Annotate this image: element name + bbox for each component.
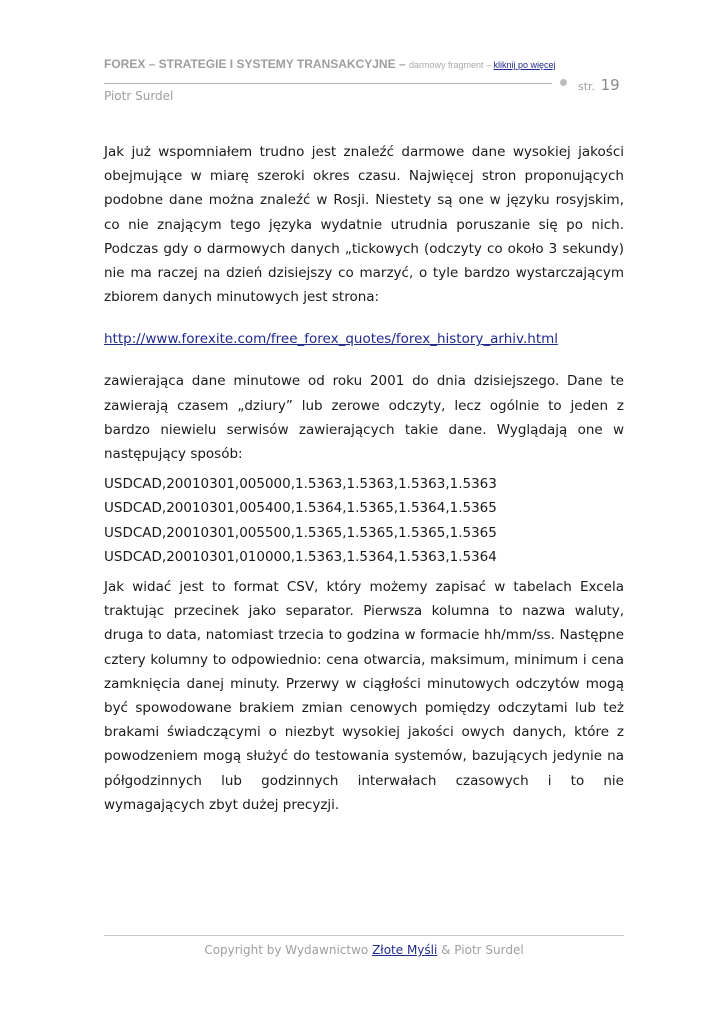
page-footer bbox=[0, 943, 728, 957]
more-link[interactable]: kliknij po więcej bbox=[493, 60, 556, 70]
page-label: str. bbox=[578, 80, 596, 93]
footer-suffix: & Piotr Surdel bbox=[437, 943, 524, 957]
footer-rule bbox=[104, 935, 624, 936]
url-line bbox=[104, 327, 624, 351]
page-header bbox=[104, 55, 624, 105]
book-title: FOREX – STRATEGIE I SYSTEMY TRANSAKCYJNE – bbox=[104, 57, 409, 71]
paragraph-format: Jak widać jest to format CSV, który możemy zapisać w tabelach Excela traktując przecinek jako separator. Pierwsza kolumna to nazwa waluty, druga to data, natomiast trzecia to godzina w formacie hh/mm/ss. Następne cztery kolumny to odpowiednio: cena otwarcia, maksimum, minimum i cena zamknięcia danej minuty. Przerwy w ciągłości minutowych odczytów mogą być spowodowane brakiem zmian cenowych pomiędzy odczytami lub też brakami świadczącymi o niezbyt wysokiej jakości owych danych, które z powodzeniem mogą służyć do testowania systemów, bazujących jedynie na półgodzinnych lub godzinnych interwałach czasowych i to nie wymagających zbyt dużej precyzji. bbox=[104, 579, 624, 813]
fragment-note: darmowy fragment – bbox=[408, 60, 494, 70]
csv-line: USDCAD,20010301,005500,1.5365,1.5365,1.5365,1.5365 bbox=[104, 524, 497, 541]
main-content bbox=[104, 140, 624, 817]
bullet-icon bbox=[560, 79, 567, 86]
csv-line: USDCAD,20010301,005000,1.5363,1.5363,1.5363,1.5363 bbox=[104, 476, 497, 493]
csv-line: USDCAD,20010301,005400,1.5364,1.5365,1.5364,1.5365 bbox=[104, 500, 497, 517]
paragraph-description: zawierająca dane minutowe od roku 2001 do dnia dzisiejszego. Dane te zawierają czasem „dziury” lub zerowe odczyty, lecz ogólnie to jeden z bardzo niewielu serwisów zawierających takie dane. Wyglądają one w następujący sposób: bbox=[104, 373, 624, 463]
page-indicator bbox=[578, 76, 620, 94]
forexite-link[interactable]: http://www.forexite.com/free_forex_quotes/forex_history_arhiv.html bbox=[104, 331, 559, 348]
header-title-line bbox=[104, 55, 556, 73]
paragraph-intro: Jak już wspomniałem trudno jest znaleźć darmowe dane wysokiej jakości obejmujące w miarę szeroki okres czasu. Najwięcej stron proponujących podobne dane można znaleźć w Rosji. Niestety są one w języku rosyjskim, co nie znającym tego języka wydatnie utrudnia poruszanie się po nich. Podczas gdy o darmowych danych „tickowych (odczyty co około 3 sekundy) nie ma raczej na dzień dzisiejszy co marzyć, o tyle bardzo wystarczającym zbiorem danych minutowych jest strona: bbox=[104, 144, 624, 306]
footer-prefix: Copyright by Wydawnictwo bbox=[204, 943, 373, 957]
csv-sample-block bbox=[104, 472, 624, 569]
publisher-link[interactable]: Złote Myśli bbox=[372, 943, 438, 957]
header-rule bbox=[104, 83, 552, 84]
author-name: Piotr Surdel bbox=[104, 89, 174, 103]
csv-line: USDCAD,20010301,010000,1.5363,1.5364,1.5363,1.5364 bbox=[104, 548, 497, 565]
page-number: 19 bbox=[600, 76, 620, 94]
